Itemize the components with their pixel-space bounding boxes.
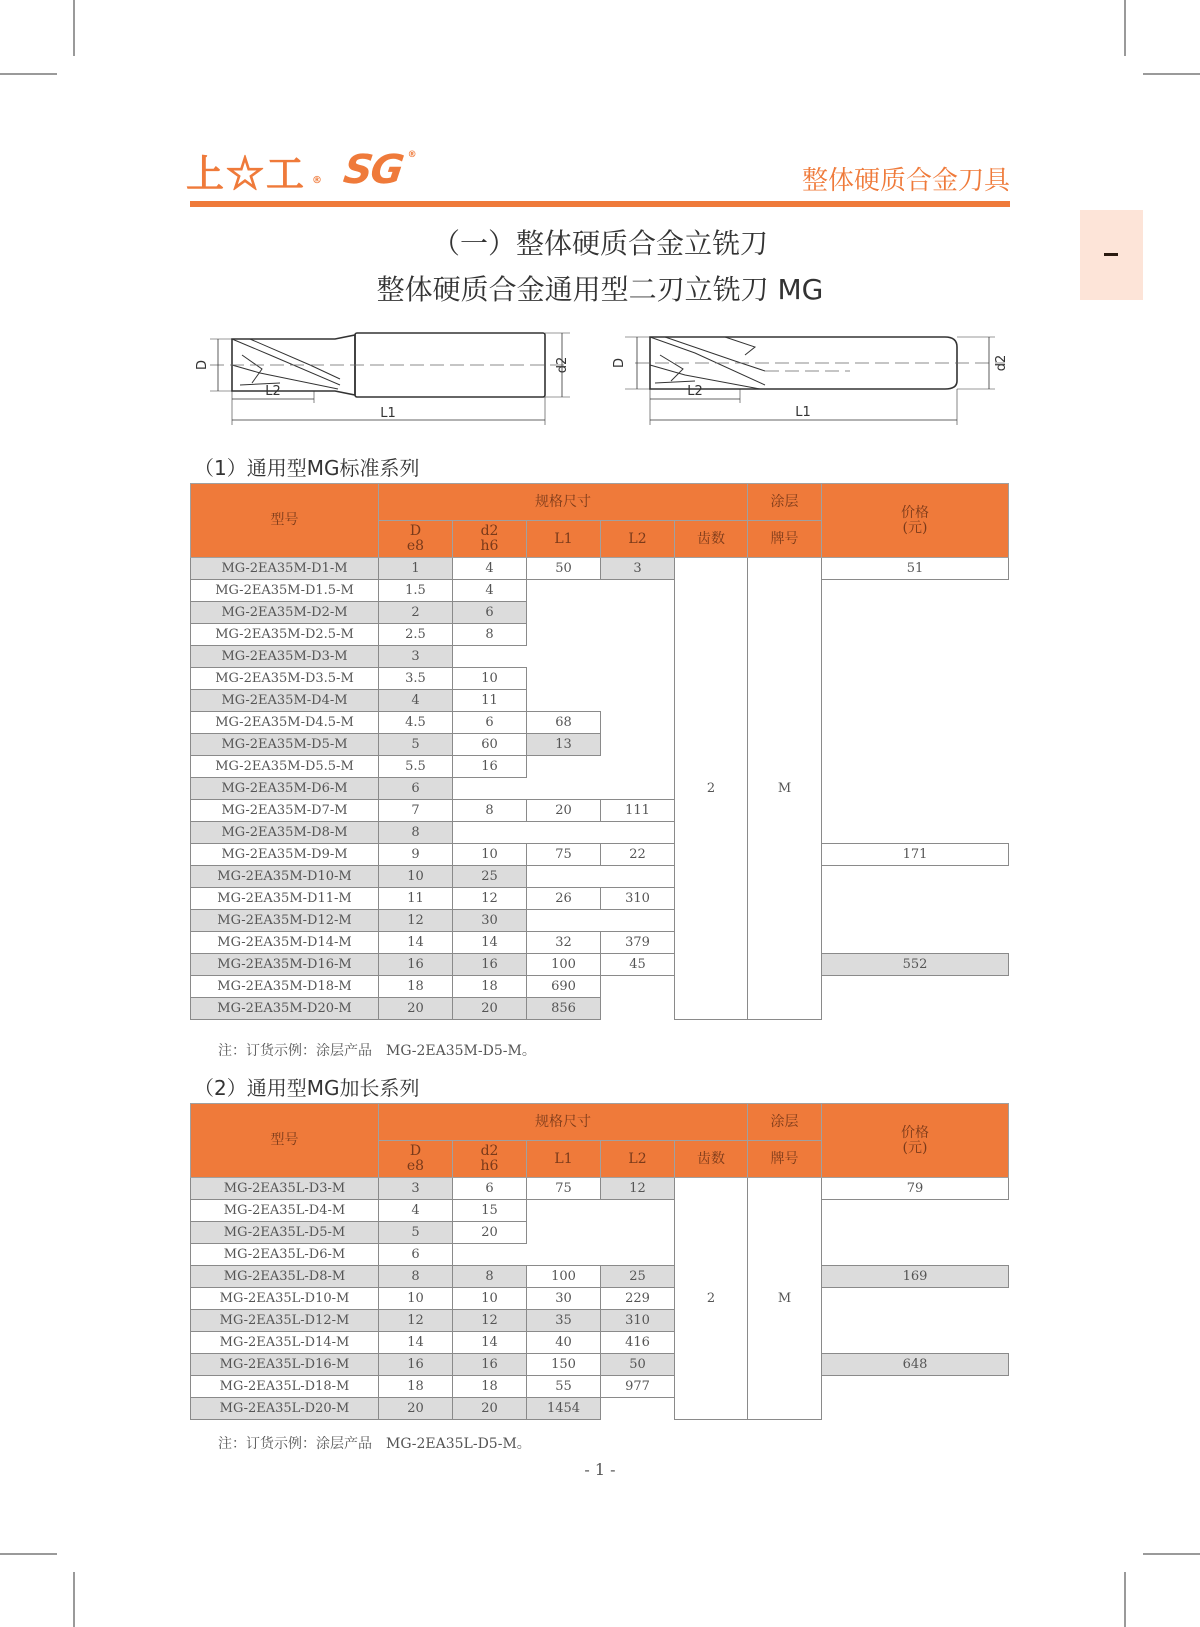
model-cell: MG-2EA35M-D16-M bbox=[191, 954, 379, 976]
l2-cell: 25 bbox=[601, 1266, 675, 1288]
table1-note: 注：订货示例：涂层产品 MG-2EA35M-D5-M。 bbox=[218, 1043, 536, 1059]
d2-cell: 6 bbox=[453, 712, 527, 734]
header-d2: d2 h6 bbox=[453, 521, 527, 558]
price-cell: 111 bbox=[601, 800, 675, 822]
d-cell: 9 bbox=[379, 844, 453, 866]
header-model: 型号 bbox=[191, 1104, 379, 1178]
model-cell: MG-2EA35M-D9-M bbox=[191, 844, 379, 866]
model-cell: MG-2EA35M-D5.5-M bbox=[191, 756, 379, 778]
label-L2: L2 bbox=[687, 384, 703, 399]
table-row bbox=[191, 800, 1009, 822]
crop-mark bbox=[0, 1553, 57, 1555]
d2-cell: 20 bbox=[453, 1398, 527, 1420]
d-cell: 18 bbox=[379, 1376, 453, 1398]
d-cell: 14 bbox=[379, 1332, 453, 1354]
d2-cell: 18 bbox=[453, 976, 527, 998]
l1-cell: 60 bbox=[453, 734, 527, 756]
d-cell: 5 bbox=[379, 734, 453, 756]
table1-title: （1）通用型MG标准系列 bbox=[194, 456, 420, 480]
label-D: D bbox=[612, 357, 627, 369]
grade-cell: M bbox=[748, 1178, 822, 1420]
price-cell: 79 bbox=[822, 1178, 1009, 1200]
d-cell: 1 bbox=[379, 558, 453, 580]
price-cell: 416 bbox=[601, 1332, 675, 1354]
model-cell: MG-2EA35L-D6-M bbox=[191, 1244, 379, 1266]
d2-cell: 10 bbox=[453, 1288, 527, 1310]
price-cell: 379 bbox=[601, 932, 675, 954]
header-L2: L2 bbox=[601, 1141, 675, 1178]
d-cell: 14 bbox=[379, 932, 453, 954]
header-L1: L1 bbox=[527, 1141, 601, 1178]
d-cell: 12 bbox=[379, 910, 453, 932]
l1-cell: 100 bbox=[527, 1266, 601, 1288]
l1-cell: 100 bbox=[527, 954, 601, 976]
table2-note: 注：订货示例：涂层产品 MG-2EA35L-D5-M。 bbox=[218, 1436, 531, 1452]
model-cell: MG-2EA35M-D1-M bbox=[191, 558, 379, 580]
d2-cell: 20 bbox=[453, 998, 527, 1020]
table-row bbox=[191, 646, 1009, 668]
d2-cell: 8 bbox=[453, 1266, 527, 1288]
brand-logo bbox=[186, 147, 417, 196]
page-number: - 1 - bbox=[584, 1460, 616, 1479]
header-teeth: 齿数 bbox=[675, 521, 748, 558]
l2-cell: 35 bbox=[527, 1310, 601, 1332]
model-cell: MG-2EA35M-D3.5-M bbox=[191, 668, 379, 690]
table-row bbox=[191, 1310, 1009, 1332]
l2-cell: 15 bbox=[453, 1200, 527, 1222]
l2-cell: 8 bbox=[453, 624, 527, 646]
label-L1: L1 bbox=[380, 406, 396, 421]
model-cell: MG-2EA35L-D20-M bbox=[191, 1398, 379, 1420]
d-cell: 3 bbox=[379, 1178, 453, 1200]
d2-cell: 4 bbox=[453, 558, 527, 580]
price-cell: 310 bbox=[601, 888, 675, 910]
table-row bbox=[191, 668, 1009, 690]
table-row bbox=[191, 1178, 1009, 1200]
d2-cell: 12 bbox=[453, 888, 527, 910]
table-row bbox=[191, 580, 1009, 602]
d-cell: 16 bbox=[379, 954, 453, 976]
model-cell: MG-2EA35M-D18-M bbox=[191, 976, 379, 998]
l2-cell: 50 bbox=[601, 1354, 675, 1376]
header-price: 价格 (元) bbox=[822, 1104, 1009, 1178]
d2-cell: 6 bbox=[453, 1178, 527, 1200]
model-cell: MG-2EA35M-D5-M bbox=[191, 734, 379, 756]
logo-chinese: 上☆工 bbox=[186, 150, 307, 196]
model-cell: MG-2EA35M-D11-M bbox=[191, 888, 379, 910]
l2-cell: 3 bbox=[601, 558, 675, 580]
d2-cell: 14 bbox=[453, 1332, 527, 1354]
crop-mark bbox=[1143, 1553, 1200, 1555]
l2-cell: 11 bbox=[453, 690, 527, 712]
d-cell: 5.5 bbox=[379, 756, 453, 778]
table-row bbox=[191, 778, 1009, 800]
model-cell: MG-2EA35L-D5-M bbox=[191, 1222, 379, 1244]
l1-cell: 150 bbox=[527, 1354, 601, 1376]
l1-cell: 75 bbox=[527, 844, 601, 866]
header-spec: 规格尺寸 bbox=[379, 1104, 748, 1141]
crop-mark bbox=[1124, 0, 1126, 56]
table-row bbox=[191, 954, 1009, 976]
header-model: 型号 bbox=[191, 484, 379, 558]
d-cell: 8 bbox=[379, 822, 453, 844]
model-cell: MG-2EA35M-D1.5-M bbox=[191, 580, 379, 602]
model-cell: MG-2EA35L-D8-M bbox=[191, 1266, 379, 1288]
d-cell: 11 bbox=[379, 888, 453, 910]
header-d2: d2 h6 bbox=[453, 1141, 527, 1178]
logo-sg: SG bbox=[340, 147, 405, 193]
crop-mark bbox=[73, 1572, 75, 1627]
product-title: 整体硬质合金通用型二刃立铣刀 MG bbox=[376, 273, 824, 306]
crop-mark bbox=[1143, 73, 1200, 75]
table-row bbox=[191, 976, 1009, 998]
d-cell: 20 bbox=[379, 1398, 453, 1420]
d2-cell: 16 bbox=[453, 954, 527, 976]
model-cell: MG-2EA35L-D14-M bbox=[191, 1332, 379, 1354]
price-cell: 229 bbox=[601, 1288, 675, 1310]
d-cell: 8 bbox=[379, 1266, 453, 1288]
standard-endmill-diagram bbox=[190, 325, 580, 440]
l1-cell: 75 bbox=[527, 1178, 601, 1200]
d2-cell: 10 bbox=[453, 844, 527, 866]
table-row bbox=[191, 1222, 1009, 1244]
model-cell: MG-2EA35L-D3-M bbox=[191, 1178, 379, 1200]
l2-cell: 25 bbox=[453, 866, 527, 888]
l2-cell: 40 bbox=[527, 1332, 601, 1354]
long-series-table bbox=[190, 1103, 1009, 1420]
l2-cell: 30 bbox=[453, 910, 527, 932]
label-d2: d2 bbox=[555, 356, 570, 374]
section-title: （一）整体硬质合金立铣刀 bbox=[431, 227, 768, 260]
model-cell: MG-2EA35L-D18-M bbox=[191, 1376, 379, 1398]
table-row bbox=[191, 888, 1009, 910]
long-endmill-diagram bbox=[605, 325, 1015, 440]
table-row bbox=[191, 1376, 1009, 1398]
l2-cell: 55 bbox=[527, 1376, 601, 1398]
d-cell: 3 bbox=[379, 646, 453, 668]
price-cell: 68 bbox=[527, 712, 601, 734]
model-cell: MG-2EA35M-D2.5-M bbox=[191, 624, 379, 646]
d-cell: 18 bbox=[379, 976, 453, 998]
price-cell: 171 bbox=[822, 844, 1009, 866]
model-cell: MG-2EA35M-D20-M bbox=[191, 998, 379, 1020]
price-cell: 690 bbox=[527, 976, 601, 998]
header-price: 价格 (元) bbox=[822, 484, 1009, 558]
d-cell: 4 bbox=[379, 690, 453, 712]
label-L1: L1 bbox=[795, 405, 811, 420]
l2-cell: 45 bbox=[601, 954, 675, 976]
l1-cell: 50 bbox=[527, 558, 601, 580]
table-row bbox=[191, 602, 1009, 624]
teeth-cell: 2 bbox=[675, 1178, 748, 1420]
d-cell: 2 bbox=[379, 602, 453, 624]
table-row bbox=[191, 1266, 1009, 1288]
price-cell: 552 bbox=[822, 954, 1009, 976]
table-row bbox=[191, 1288, 1009, 1310]
table-row bbox=[191, 910, 1009, 932]
model-cell: MG-2EA35M-D10-M bbox=[191, 866, 379, 888]
l2-cell: 22 bbox=[601, 844, 675, 866]
header-coating: 涂层 bbox=[748, 484, 822, 521]
d-cell: 10 bbox=[379, 1288, 453, 1310]
header-D: D e8 bbox=[379, 1141, 453, 1178]
price-cell: 1454 bbox=[527, 1398, 601, 1420]
table-body bbox=[191, 558, 1009, 1020]
table-row bbox=[191, 756, 1009, 778]
l2-cell: 10 bbox=[453, 668, 527, 690]
price-cell: 169 bbox=[822, 1266, 1009, 1288]
price-cell: 648 bbox=[822, 1354, 1009, 1376]
table-row bbox=[191, 624, 1009, 646]
model-cell: MG-2EA35M-D4.5-M bbox=[191, 712, 379, 734]
standard-series-table bbox=[190, 483, 1009, 1020]
table-row bbox=[191, 1200, 1009, 1222]
l2-cell: 26 bbox=[527, 888, 601, 910]
model-cell: MG-2EA35M-D8-M bbox=[191, 822, 379, 844]
d-cell: 10 bbox=[379, 866, 453, 888]
table-row bbox=[191, 1398, 1009, 1420]
d2-cell: 12 bbox=[453, 1310, 527, 1332]
model-cell: MG-2EA35M-D7-M bbox=[191, 800, 379, 822]
d2-cell: 18 bbox=[453, 1376, 527, 1398]
grade-cell: M bbox=[748, 558, 822, 1020]
d2-cell: 14 bbox=[453, 932, 527, 954]
l2-cell: 32 bbox=[527, 932, 601, 954]
category-title: 整体硬质合金刀具 bbox=[801, 166, 1010, 196]
table-row bbox=[191, 998, 1009, 1020]
l2-cell: 13 bbox=[527, 734, 601, 756]
model-cell: MG-2EA35L-D12-M bbox=[191, 1310, 379, 1332]
d-cell: 4 bbox=[379, 1200, 453, 1222]
l2-cell: 16 bbox=[453, 756, 527, 778]
d-cell: 20 bbox=[379, 998, 453, 1020]
l2-cell: 4 bbox=[453, 580, 527, 602]
header-teeth: 齿数 bbox=[675, 1141, 748, 1178]
table-body bbox=[191, 1178, 1009, 1420]
label-d2: d2 bbox=[994, 354, 1009, 372]
model-cell: MG-2EA35L-D10-M bbox=[191, 1288, 379, 1310]
d-cell: 3.5 bbox=[379, 668, 453, 690]
d-cell: 5 bbox=[379, 1222, 453, 1244]
table-row bbox=[191, 866, 1009, 888]
price-cell: 977 bbox=[601, 1376, 675, 1398]
table-row bbox=[191, 844, 1009, 866]
header-grade: 牌号 bbox=[748, 1141, 822, 1178]
d-cell: 2.5 bbox=[379, 624, 453, 646]
table-row bbox=[191, 690, 1009, 712]
l2-cell: 6 bbox=[453, 602, 527, 624]
table-row bbox=[191, 1244, 1009, 1266]
price-cell: 51 bbox=[822, 558, 1009, 580]
label-D: D bbox=[195, 359, 210, 371]
table2-title: （2）通用型MG加长系列 bbox=[194, 1076, 420, 1100]
price-cell: 856 bbox=[527, 998, 601, 1020]
model-cell: MG-2EA35M-D14-M bbox=[191, 932, 379, 954]
header-grade: 牌号 bbox=[748, 521, 822, 558]
model-cell: MG-2EA35M-D4-M bbox=[191, 690, 379, 712]
model-cell: MG-2EA35M-D3-M bbox=[191, 646, 379, 668]
table-row bbox=[191, 712, 1009, 734]
table-row bbox=[191, 822, 1009, 844]
table-row bbox=[191, 932, 1009, 954]
d-cell: 6 bbox=[379, 778, 453, 800]
model-cell: MG-2EA35L-D16-M bbox=[191, 1354, 379, 1376]
header-coating: 涂层 bbox=[748, 1104, 822, 1141]
registered-mark: ® bbox=[407, 150, 417, 160]
crop-mark bbox=[0, 73, 57, 75]
l2-cell: 20 bbox=[453, 1222, 527, 1244]
model-cell: MG-2EA35L-D4-M bbox=[191, 1200, 379, 1222]
model-cell: MG-2EA35M-D6-M bbox=[191, 778, 379, 800]
table-row bbox=[191, 558, 1009, 580]
l2-cell: 20 bbox=[527, 800, 601, 822]
table-row bbox=[191, 1332, 1009, 1354]
header-D: D e8 bbox=[379, 521, 453, 558]
price-cell: 310 bbox=[601, 1310, 675, 1332]
header-L1: L1 bbox=[527, 521, 601, 558]
table-row bbox=[191, 734, 1009, 756]
teeth-cell: 2 bbox=[675, 558, 748, 1020]
d2-cell: 16 bbox=[453, 1354, 527, 1376]
model-cell: MG-2EA35M-D2-M bbox=[191, 602, 379, 624]
l2-cell: 12 bbox=[601, 1178, 675, 1200]
d-cell: 7 bbox=[379, 800, 453, 822]
crop-mark bbox=[73, 0, 75, 56]
crop-mark bbox=[1124, 1572, 1126, 1627]
d-cell: 16 bbox=[379, 1354, 453, 1376]
model-cell: MG-2EA35M-D12-M bbox=[191, 910, 379, 932]
d2-cell: 8 bbox=[453, 800, 527, 822]
header-spec: 规格尺寸 bbox=[379, 484, 748, 521]
header-L2: L2 bbox=[601, 521, 675, 558]
d-cell: 12 bbox=[379, 1310, 453, 1332]
table-row bbox=[191, 1354, 1009, 1376]
header-divider bbox=[190, 201, 1010, 207]
d-cell: 1.5 bbox=[379, 580, 453, 602]
label-L2: L2 bbox=[265, 384, 281, 399]
d-cell: 4.5 bbox=[379, 712, 453, 734]
d-cell: 6 bbox=[379, 1244, 453, 1266]
registered-mark: ® bbox=[312, 175, 323, 186]
l2-cell: 30 bbox=[527, 1288, 601, 1310]
